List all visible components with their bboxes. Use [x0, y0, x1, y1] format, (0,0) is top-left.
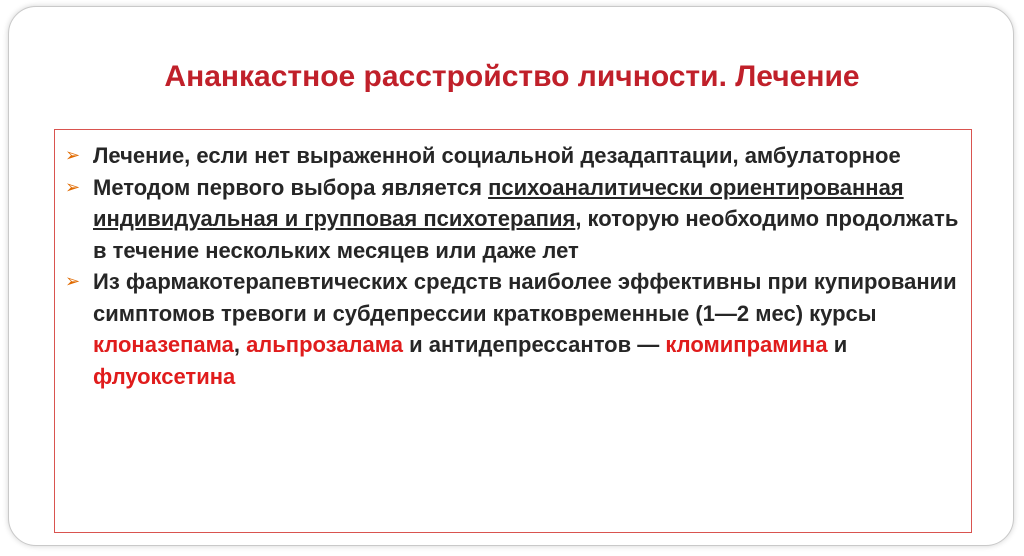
arrow-bullet-icon: ➢	[65, 176, 81, 197]
bullet-text-part: Из фармакотерапевтических средств наиболее эффективны при купировании симптомов тревоги и субдепрессии кратковременные (1—2 мес) курсы	[93, 269, 957, 326]
content-box	[54, 129, 972, 533]
bullet-text-part: , которую необходимо продолжать в течение нескольких месяцев или даже лет	[93, 206, 959, 263]
bullet-text-part: и антидепрессантов —	[402, 332, 666, 357]
drug-name-fluoxetine: флуоксетина	[93, 363, 236, 389]
drug-name-clonazepam: клоназепама	[93, 332, 234, 357]
underlined-phrase: психоаналитически ориентированная индивидуальная и групповая психотерапия	[93, 174, 904, 231]
bullet-text	[93, 266, 961, 392]
bullet-text-part: и	[827, 332, 848, 357]
drug-name-clomipramine: кломипрамина	[665, 332, 828, 357]
bullet-item	[65, 266, 961, 392]
bullet-text-part: Методом первого выбора является	[93, 174, 489, 200]
bullet-text-part: ,	[233, 332, 247, 357]
slide-title: Ананкастное расстройство личности. Лечение	[164, 60, 860, 93]
arrow-bullet-icon: ➢	[65, 145, 81, 165]
arrow-bullet-icon: ➢	[65, 271, 81, 291]
bullet-item	[65, 140, 961, 172]
drug-name-alprazolam: альпрозалама	[246, 332, 403, 357]
bullet-text: Лечение, если нет выраженной социальной дезадаптации, амбулаторное	[93, 143, 901, 168]
bullet-text	[93, 172, 961, 267]
bullet-item	[65, 172, 961, 267]
